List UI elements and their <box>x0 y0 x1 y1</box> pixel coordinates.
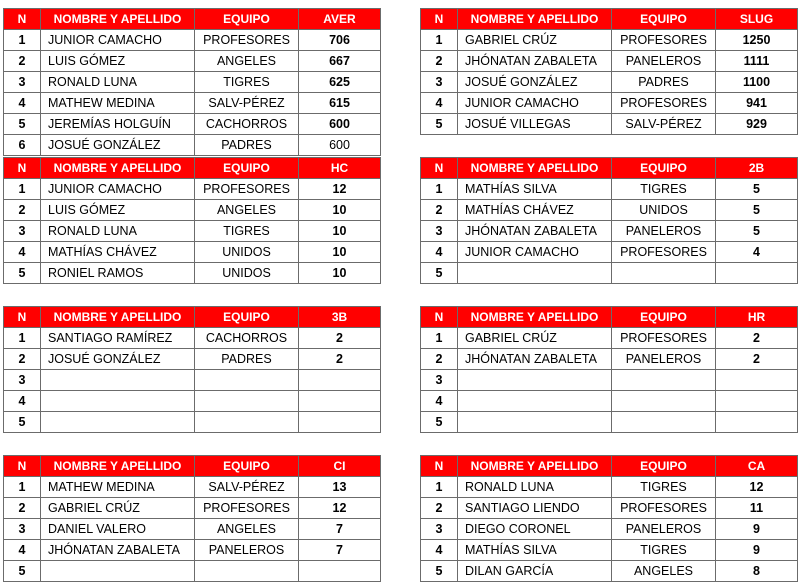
team-header: EQUIPO <box>612 307 716 328</box>
rank-header: N <box>4 9 41 30</box>
player-name-header: NOMBRE Y APELLIDO <box>41 307 195 328</box>
table-row <box>421 328 798 349</box>
rank-header: N <box>4 456 41 477</box>
stat-value-cell: 625 <box>299 72 381 93</box>
table-row <box>421 72 798 93</box>
team-cell: TIGRES <box>612 540 716 561</box>
rank-cell: 3 <box>4 370 41 391</box>
rank-cell: 3 <box>4 519 41 540</box>
hc-table <box>3 157 381 284</box>
table-row <box>421 263 798 284</box>
player-name-cell: MATHÍAS SILVA <box>458 540 612 561</box>
table-row <box>4 242 381 263</box>
table-header-row <box>421 307 798 328</box>
rank-cell: 5 <box>4 114 41 135</box>
stat-value-cell: 1100 <box>716 72 798 93</box>
team-header: EQUIPO <box>195 456 299 477</box>
team-cell: ANGELES <box>195 519 299 540</box>
table-row <box>421 242 798 263</box>
rank-cell: 1 <box>4 179 41 200</box>
table-row <box>4 519 381 540</box>
rank-cell: 1 <box>421 477 458 498</box>
rank-cell: 1 <box>421 30 458 51</box>
player-name-cell: DILAN GARCÍA <box>458 561 612 582</box>
table-row <box>421 114 798 135</box>
rank-header: N <box>421 9 458 30</box>
team-cell <box>612 370 716 391</box>
player-name-cell: JEREMÍAS HOLGUÍN <box>41 114 195 135</box>
player-name-cell: JHÓNATAN ZABALETA <box>458 221 612 242</box>
rank-cell: 5 <box>4 263 41 284</box>
rank-header: N <box>421 456 458 477</box>
player-name-header: NOMBRE Y APELLIDO <box>41 9 195 30</box>
stat-value-cell: 5 <box>716 179 798 200</box>
player-name-cell: JHÓNATAN ZABALETA <box>41 540 195 561</box>
team-cell: SALV-PÉREZ <box>612 114 716 135</box>
team-cell: PROFESORES <box>195 498 299 519</box>
table-row <box>4 263 381 284</box>
rank-cell: 3 <box>421 370 458 391</box>
team-cell: ANGELES <box>195 51 299 72</box>
table-row <box>4 349 381 370</box>
rank-cell: 6 <box>4 135 41 156</box>
rank-cell: 2 <box>421 498 458 519</box>
stat-value-cell: 10 <box>299 242 381 263</box>
player-name-cell: JHÓNATAN ZABALETA <box>458 51 612 72</box>
stat-value-cell: 10 <box>299 200 381 221</box>
table-row <box>4 561 381 582</box>
player-name-header: NOMBRE Y APELLIDO <box>41 456 195 477</box>
rank-cell: 4 <box>421 93 458 114</box>
player-name-cell <box>41 370 195 391</box>
player-name-cell: JOSUÉ VILLEGAS <box>458 114 612 135</box>
table-row <box>4 114 381 135</box>
rank-cell: 1 <box>4 30 41 51</box>
player-name-cell: GABRIEL CRÚZ <box>41 498 195 519</box>
stat-value-cell: 2 <box>716 328 798 349</box>
stat-value-cell: 1250 <box>716 30 798 51</box>
stat-value-cell: 929 <box>716 114 798 135</box>
table-row <box>421 200 798 221</box>
stat-value-cell: 941 <box>716 93 798 114</box>
rank-cell: 3 <box>421 72 458 93</box>
team-cell: PADRES <box>612 72 716 93</box>
ci-table <box>3 455 381 582</box>
stat-value-cell: 7 <box>299 519 381 540</box>
stat-header: 2B <box>716 158 798 179</box>
rank-cell: 4 <box>4 93 41 114</box>
table-row <box>421 412 798 433</box>
team-cell: UNIDOS <box>612 200 716 221</box>
table-row <box>4 179 381 200</box>
team-cell: PADRES <box>195 349 299 370</box>
player-name-cell: JUNIOR CAMACHO <box>458 242 612 263</box>
rank-cell: 2 <box>421 51 458 72</box>
team-cell: ANGELES <box>612 561 716 582</box>
player-name-cell: SANTIAGO RAMÍREZ <box>41 328 195 349</box>
table-row <box>4 540 381 561</box>
rank-cell: 4 <box>4 391 41 412</box>
team-cell: PROFESORES <box>612 242 716 263</box>
rank-cell: 5 <box>421 114 458 135</box>
player-name-cell: JHÓNATAN ZABALETA <box>458 349 612 370</box>
stat-value-cell: 706 <box>299 30 381 51</box>
stat-value-cell <box>716 263 798 284</box>
player-name-cell: JOSUÉ GONZÁLEZ <box>458 72 612 93</box>
stat-value-cell: 5 <box>716 200 798 221</box>
team-cell <box>195 391 299 412</box>
team-cell <box>612 391 716 412</box>
stat-value-cell <box>299 412 381 433</box>
player-name-cell: LUIS GÓMEZ <box>41 200 195 221</box>
player-name-cell: JUNIOR CAMACHO <box>41 179 195 200</box>
stat-value-cell: 12 <box>299 179 381 200</box>
rank-cell: 4 <box>4 540 41 561</box>
rank-cell: 2 <box>421 200 458 221</box>
rank-cell: 5 <box>4 561 41 582</box>
team-cell: PROFESORES <box>195 30 299 51</box>
table-row <box>421 561 798 582</box>
table-row <box>421 30 798 51</box>
team-cell: PADRES <box>195 135 299 156</box>
player-name-cell: RONIEL RAMOS <box>41 263 195 284</box>
team-cell: UNIDOS <box>195 263 299 284</box>
stat-value-cell: 4 <box>716 242 798 263</box>
team-cell: PROFESORES <box>612 30 716 51</box>
team-cell <box>612 263 716 284</box>
team-cell: TIGRES <box>612 179 716 200</box>
table-header-row <box>4 456 381 477</box>
team-header: EQUIPO <box>612 158 716 179</box>
team-cell: ANGELES <box>195 200 299 221</box>
team-cell: TIGRES <box>195 221 299 242</box>
player-name-cell: JUNIOR CAMACHO <box>41 30 195 51</box>
team-header: EQUIPO <box>195 307 299 328</box>
rank-header: N <box>421 158 458 179</box>
table-row <box>421 93 798 114</box>
stat-value-cell: 9 <box>716 540 798 561</box>
stat-value-cell: 1111 <box>716 51 798 72</box>
triples-table <box>3 306 381 433</box>
stat-header: SLUG <box>716 9 798 30</box>
rank-cell: 3 <box>4 221 41 242</box>
table-header-row <box>421 456 798 477</box>
rank-cell: 5 <box>4 412 41 433</box>
slug-table <box>420 8 798 135</box>
stat-value-cell: 615 <box>299 93 381 114</box>
team-cell: PROFESORES <box>612 93 716 114</box>
rank-cell: 4 <box>421 242 458 263</box>
stat-value-cell: 12 <box>716 477 798 498</box>
team-cell: TIGRES <box>612 477 716 498</box>
table-row <box>4 412 381 433</box>
rank-cell: 2 <box>4 51 41 72</box>
player-name-cell: JOSUÉ GONZÁLEZ <box>41 135 195 156</box>
aver-table <box>3 8 381 156</box>
stat-value-cell: 11 <box>716 498 798 519</box>
team-header: EQUIPO <box>195 9 299 30</box>
team-cell <box>612 412 716 433</box>
stat-value-cell: 667 <box>299 51 381 72</box>
table-row <box>4 72 381 93</box>
rank-cell: 1 <box>421 179 458 200</box>
team-header: EQUIPO <box>612 9 716 30</box>
stat-header: HC <box>299 158 381 179</box>
table-row <box>4 51 381 72</box>
player-name-cell: RONALD LUNA <box>458 477 612 498</box>
stat-value-cell: 2 <box>299 349 381 370</box>
table-row <box>4 93 381 114</box>
table-row <box>4 370 381 391</box>
team-header: EQUIPO <box>612 456 716 477</box>
rank-cell: 2 <box>421 349 458 370</box>
table-header-row <box>421 158 798 179</box>
table-row <box>421 391 798 412</box>
rank-cell: 5 <box>421 561 458 582</box>
table-row <box>421 349 798 370</box>
rank-cell: 3 <box>421 221 458 242</box>
table-row <box>4 30 381 51</box>
stat-value-cell <box>716 370 798 391</box>
team-cell <box>195 370 299 391</box>
stat-value-cell: 2 <box>716 349 798 370</box>
table-header-row <box>4 307 381 328</box>
table-row <box>4 498 381 519</box>
rank-header: N <box>4 307 41 328</box>
stat-value-cell: 600 <box>299 114 381 135</box>
rank-cell: 5 <box>421 412 458 433</box>
team-cell: SALV-PÉREZ <box>195 93 299 114</box>
rank-cell: 1 <box>4 477 41 498</box>
table-row <box>421 540 798 561</box>
player-name-cell: MATHÍAS CHÁVEZ <box>458 200 612 221</box>
player-name-cell <box>458 263 612 284</box>
team-cell: UNIDOS <box>195 242 299 263</box>
stat-value-cell: 7 <box>299 540 381 561</box>
player-name-header: NOMBRE Y APELLIDO <box>41 158 195 179</box>
player-name-cell: JUNIOR CAMACHO <box>458 93 612 114</box>
stat-value-cell: 12 <box>299 498 381 519</box>
player-name-cell: MATHÍAS CHÁVEZ <box>41 242 195 263</box>
team-header: EQUIPO <box>195 158 299 179</box>
stat-header: HR <box>716 307 798 328</box>
team-cell: TIGRES <box>195 72 299 93</box>
team-cell: PANELEROS <box>612 349 716 370</box>
table-header-row <box>421 9 798 30</box>
player-name-cell <box>458 370 612 391</box>
player-name-cell: GABRIEL CRÚZ <box>458 328 612 349</box>
player-name-cell: RONALD LUNA <box>41 72 195 93</box>
table-row <box>4 477 381 498</box>
rank-cell: 1 <box>4 328 41 349</box>
table-row <box>4 200 381 221</box>
rank-cell: 2 <box>4 349 41 370</box>
rank-cell: 5 <box>421 263 458 284</box>
rank-header: N <box>421 307 458 328</box>
player-name-cell: LUIS GÓMEZ <box>41 51 195 72</box>
team-cell: CACHORROS <box>195 328 299 349</box>
stat-value-cell <box>716 391 798 412</box>
player-name-cell: SANTIAGO LIENDO <box>458 498 612 519</box>
player-name-header: NOMBRE Y APELLIDO <box>458 9 612 30</box>
hr-table <box>420 306 798 433</box>
stat-value-cell <box>299 370 381 391</box>
player-name-header: NOMBRE Y APELLIDO <box>458 456 612 477</box>
player-name-cell <box>41 412 195 433</box>
stat-header: 3B <box>299 307 381 328</box>
player-name-header: NOMBRE Y APELLIDO <box>458 307 612 328</box>
team-cell: CACHORROS <box>195 114 299 135</box>
team-cell: SALV-PÉREZ <box>195 477 299 498</box>
rank-cell: 2 <box>4 498 41 519</box>
rank-cell: 2 <box>4 200 41 221</box>
stat-value-cell <box>716 412 798 433</box>
player-name-cell: JOSUÉ GONZÁLEZ <box>41 349 195 370</box>
team-cell <box>195 412 299 433</box>
player-name-cell: MATHEW MEDINA <box>41 477 195 498</box>
player-name-cell: GABRIEL CRÚZ <box>458 30 612 51</box>
table-header-row <box>4 158 381 179</box>
player-name-cell: DANIEL VALERO <box>41 519 195 540</box>
stat-value-cell <box>299 391 381 412</box>
stat-value-cell <box>299 561 381 582</box>
doubles-table <box>420 157 798 284</box>
stat-value-cell: 13 <box>299 477 381 498</box>
table-row <box>4 391 381 412</box>
table-row <box>4 135 381 156</box>
stat-header: CI <box>299 456 381 477</box>
table-row <box>421 477 798 498</box>
table-row <box>4 221 381 242</box>
player-name-cell <box>458 412 612 433</box>
stat-value-cell: 8 <box>716 561 798 582</box>
player-name-cell <box>458 391 612 412</box>
team-cell: PANELEROS <box>612 519 716 540</box>
player-name-cell: RONALD LUNA <box>41 221 195 242</box>
stat-header: CA <box>716 456 798 477</box>
table-row <box>421 498 798 519</box>
rank-cell: 3 <box>4 72 41 93</box>
stat-value-cell: 10 <box>299 263 381 284</box>
stat-value-cell: 5 <box>716 221 798 242</box>
stat-value-cell: 600 <box>299 135 381 156</box>
team-cell: PANELEROS <box>195 540 299 561</box>
table-row <box>421 519 798 540</box>
team-cell: PROFESORES <box>612 498 716 519</box>
player-name-cell: MATHEW MEDINA <box>41 93 195 114</box>
table-header-row <box>4 9 381 30</box>
table-row <box>421 221 798 242</box>
player-name-cell <box>41 391 195 412</box>
team-cell <box>195 561 299 582</box>
player-name-header: NOMBRE Y APELLIDO <box>458 158 612 179</box>
rank-cell: 3 <box>421 519 458 540</box>
table-row <box>421 370 798 391</box>
stat-value-cell: 2 <box>299 328 381 349</box>
stat-header: AVER <box>299 9 381 30</box>
table-row <box>4 328 381 349</box>
player-name-cell: MATHÍAS SILVA <box>458 179 612 200</box>
team-cell: PROFESORES <box>195 179 299 200</box>
stat-value-cell: 10 <box>299 221 381 242</box>
rank-cell: 1 <box>421 328 458 349</box>
rank-cell: 4 <box>421 540 458 561</box>
team-cell: PANELEROS <box>612 221 716 242</box>
rank-cell: 4 <box>4 242 41 263</box>
table-row <box>421 179 798 200</box>
player-name-cell <box>41 561 195 582</box>
rank-cell: 4 <box>421 391 458 412</box>
team-cell: PROFESORES <box>612 328 716 349</box>
table-row <box>421 51 798 72</box>
ca-table <box>420 455 798 582</box>
team-cell: PANELEROS <box>612 51 716 72</box>
player-name-cell: DIEGO CORONEL <box>458 519 612 540</box>
stat-value-cell: 9 <box>716 519 798 540</box>
rank-header: N <box>4 158 41 179</box>
